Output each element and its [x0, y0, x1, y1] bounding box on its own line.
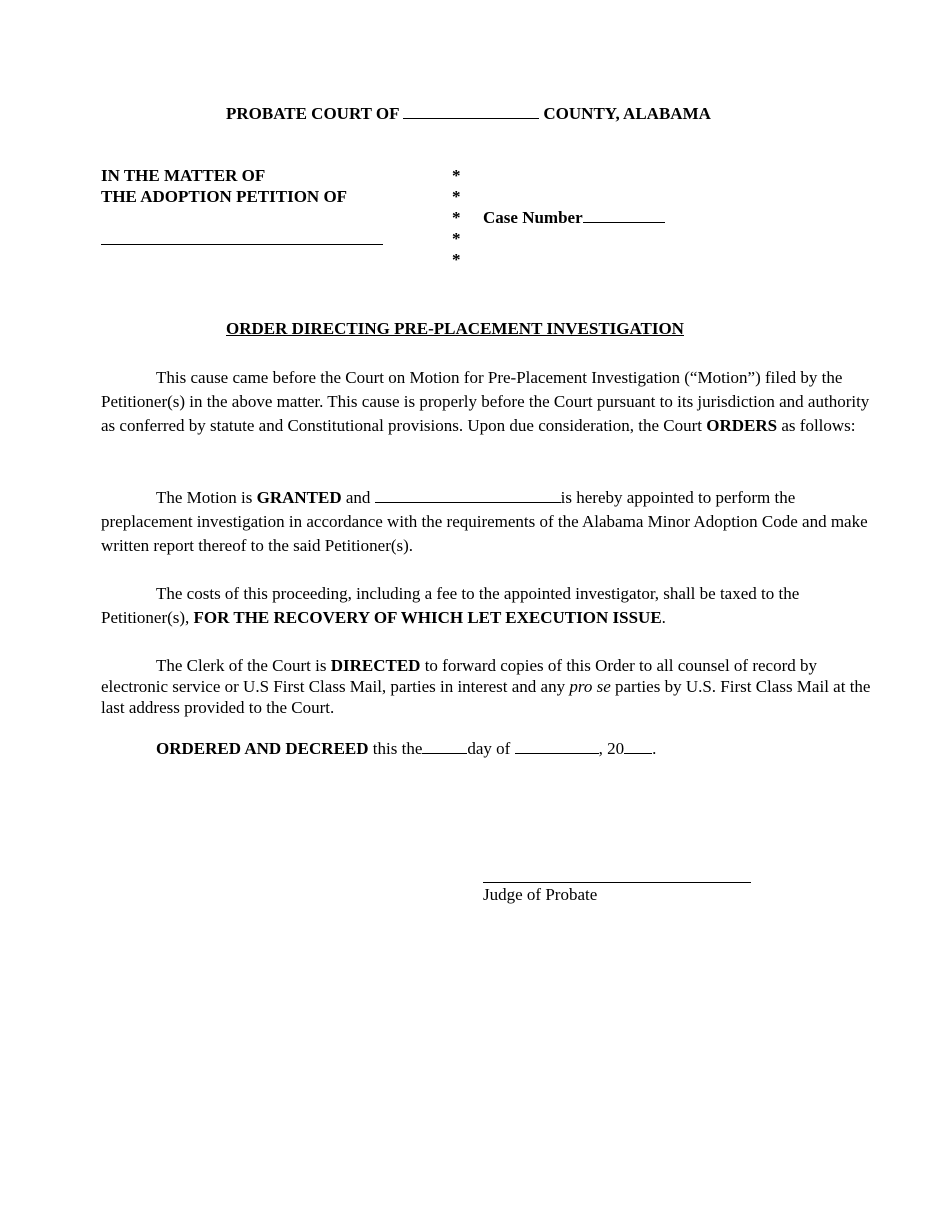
paragraph1-text: This cause came before the Court on Motion for Pre-Placement Investigation (“Motion”) filed by the Petitioner(s) in the above matter. This cause is properly before the Court pursuant to its jurisdiction and authority as conferred by statute and Constitutional provisions. Upon due consideration, the Court: [101, 368, 870, 435]
decree-text-c: , 20: [598, 739, 625, 758]
paragraph2-text-c: is hereby appointed to perform the preplacement investigation in accordance with the requirements of the Alabama Minor Adoption Code and make written report thereof to the said Petitioner(s).: [101, 488, 868, 555]
order-title: ORDER DIRECTING PRE-PLACEMENT INVESTIGATION: [226, 319, 684, 338]
paragraph1-tail: as follows:: [781, 416, 856, 435]
caption-star: *: [452, 208, 461, 227]
court-suffix: COUNTY, ALABAMA: [543, 104, 711, 123]
paragraph2-text-b: and: [345, 488, 371, 507]
paragraph3-tail: .: [661, 608, 666, 627]
day-blank[interactable]: [422, 739, 467, 754]
directed-keyword: DIRECTED: [330, 656, 421, 675]
paragraph-clerk-directed: [101, 655, 871, 718]
caption-star: *: [452, 229, 461, 248]
case-number-blank[interactable]: [583, 208, 665, 223]
year-blank[interactable]: [624, 739, 652, 754]
orders-keyword: ORDERS: [706, 416, 778, 435]
paragraph4-text-c: parties by U.S. First Class Mail at the last address provided to the Court.: [101, 677, 871, 717]
caption-star: *: [452, 166, 461, 185]
petitioner-name-blank[interactable]: [101, 244, 383, 245]
court-header: [226, 104, 711, 124]
decree-text-a: this the: [372, 739, 423, 758]
court-prefix: PROBATE COURT OF: [226, 104, 399, 123]
granted-keyword: GRANTED: [256, 488, 342, 507]
case-number-label: Case Number: [483, 208, 583, 227]
decree-text-d: .: [652, 739, 657, 758]
paragraph2-text-a: The Motion is: [156, 488, 253, 507]
decree-text-b: day of: [467, 739, 511, 758]
caption-line-1: IN THE MATTER OF: [101, 166, 266, 185]
paragraph-costs: [101, 582, 871, 630]
judge-signature-label: Judge of Probate: [483, 885, 598, 904]
pro-se-term: pro se: [569, 677, 611, 696]
case-number: [483, 208, 665, 228]
caption-star: *: [452, 250, 461, 269]
paragraph4-text-b: to forward copies of this Order to all counsel of record by electronic service or U.S First Class Mail, parties in interest and any: [101, 656, 817, 696]
county-name-blank[interactable]: [403, 104, 539, 119]
caption-line-2: THE ADOPTION PETITION OF: [101, 187, 348, 206]
judge-signature-line[interactable]: [483, 882, 751, 883]
caption-star: *: [452, 187, 461, 206]
decree-line: [156, 739, 656, 759]
paragraph-motion-background: [101, 366, 871, 438]
paragraph4-text-a: The Clerk of the Court is: [156, 656, 327, 675]
month-blank[interactable]: [515, 739, 599, 754]
decree-keyword: ORDERED AND DECREED: [156, 739, 369, 758]
execution-clause: FOR THE RECOVERY OF WHICH LET EXECUTION ISSUE: [193, 608, 662, 627]
paragraph3-text: The costs of this proceeding, including a fee to the appointed investigator, shall be taxed to the Petitioner(s),: [101, 584, 800, 627]
investigator-name-blank[interactable]: [375, 488, 561, 503]
paragraph-granted: [101, 486, 871, 558]
